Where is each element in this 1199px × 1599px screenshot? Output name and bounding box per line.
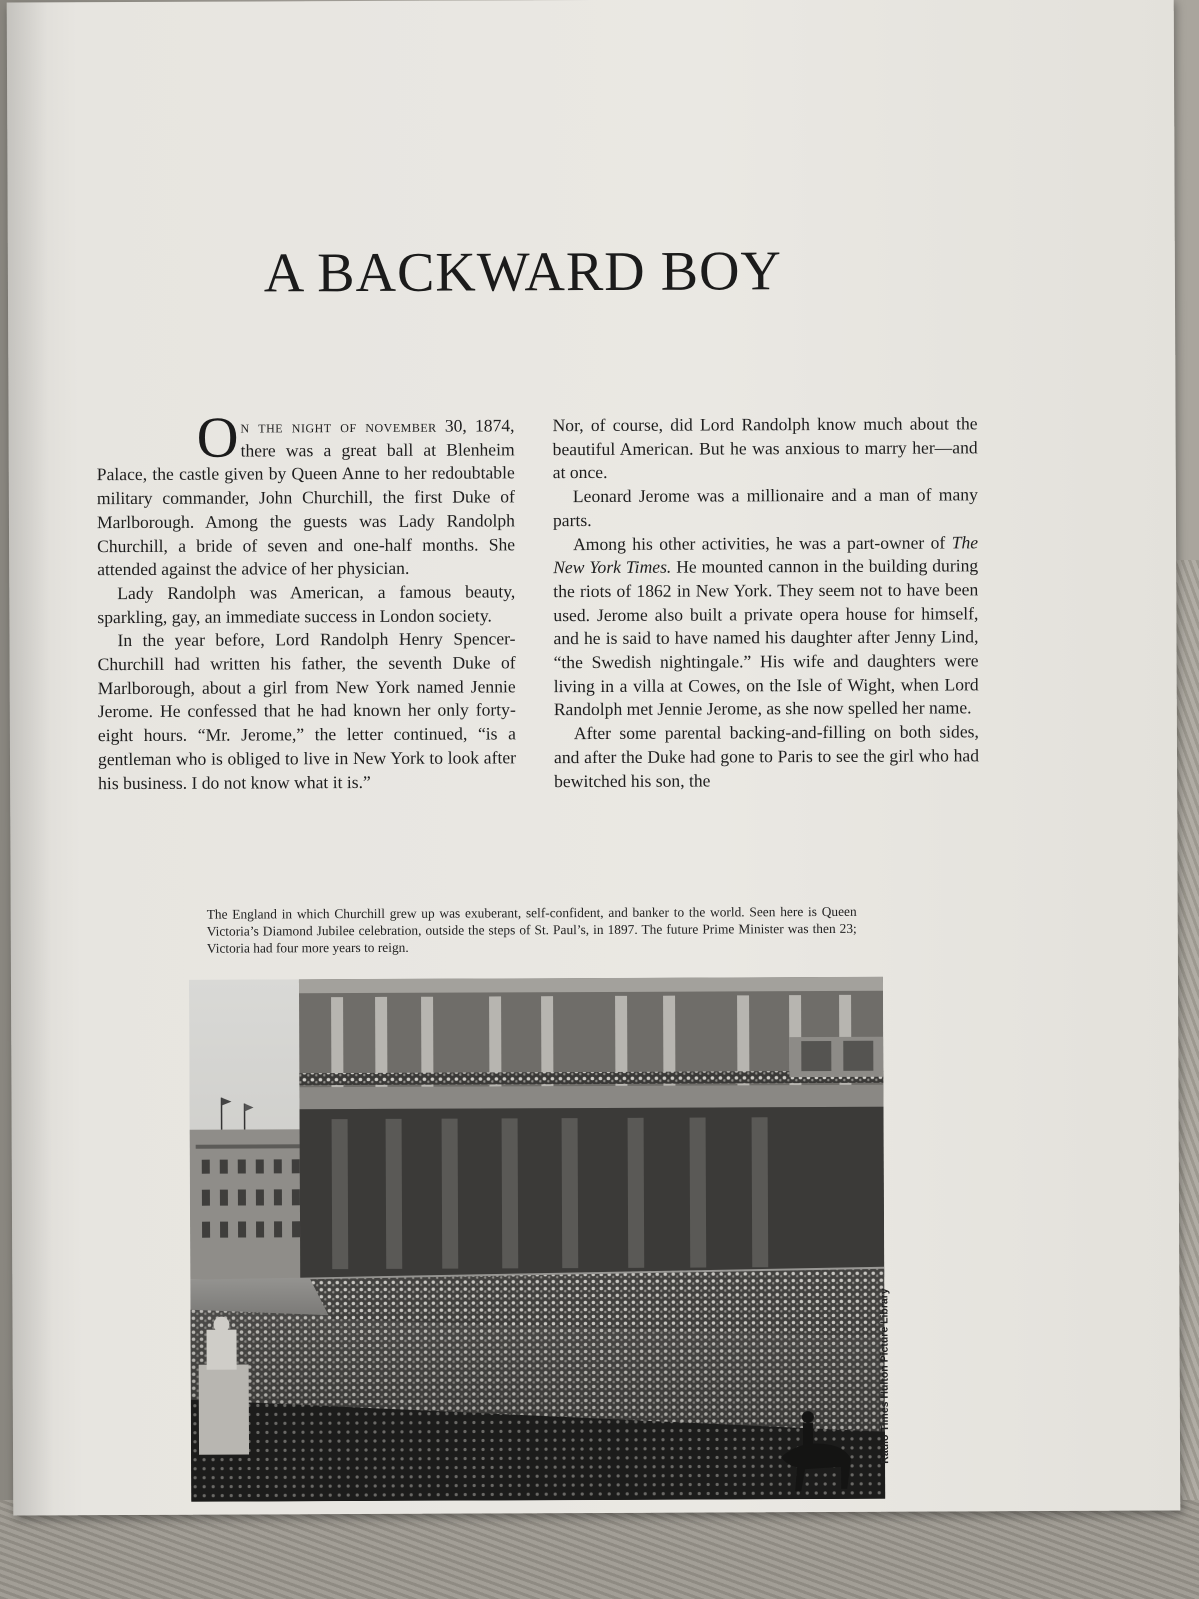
newspaper-title: The New York Times. xyxy=(553,531,979,578)
paragraph-6-before: Among his other activities, he was a part-owner of xyxy=(573,531,952,554)
opening-smallcaps: n the night of november xyxy=(240,415,437,437)
drop-cap: O xyxy=(196,404,239,470)
paragraph-6-after: He mounted cannon in the building during the riots of 1862 in New York. They seem not to have been used. Jerome also built a private opera house for himself, and he is said to have named his daughter after Jenny Lind, “the Swedish nightingale.” His wife and daughters were living in a villa at Cowes, on the Isle of Wight, when Lord Randolph met Jennie Jerome, as she now spelled her name. xyxy=(553,555,979,720)
photo-credit: Radio Times Hulton Picture Library xyxy=(878,1288,892,1464)
book-page xyxy=(7,0,1181,1516)
paragraph-6 xyxy=(553,531,979,722)
paragraph-2: Lady Randolph was American, a famous beauty, sparkling, gay, an immediate success in London society. xyxy=(97,581,516,627)
couch-fabric-bottom xyxy=(0,1500,1199,1599)
st-pauls-facade xyxy=(299,977,884,1280)
paragraph-3: In the year before, Lord Randolph Henry Spencer-Churchill had written his father, the seventh Duke of Marlborough, about a girl from New York named Jennie Jerome. He confessed that he had known her only forty-eight hours. “Mr. Jerome,” the letter continued, “is a gentleman who is obliged to live in New York to look after his business. I do not know what it is.” xyxy=(97,628,517,793)
paragraph-5: Leonard Jerome was a millionaire and a man of many parts. xyxy=(552,484,978,530)
jubilee-photograph xyxy=(189,977,885,1502)
page-gutter-shadow xyxy=(7,2,54,1515)
paragraph-7: After some parental backing-and-filling on both sides, and after the Duke had gone to Paris to see the girl who had bewitched his son, the xyxy=(553,721,980,791)
photo-caption: The England in which Churchill grew up was exuberant, self-confident, and banker to the world. Seen here is Queen Victoria’s Diamond Jubilee celebration, outside the steps of St. Paul’s, in 1897. The future Prime Minister was then 23; Victoria had four more years to reign. xyxy=(206,903,857,956)
paragraph-4: Nor, of course, did Lord Randolph know much about the beautiful American. But he was anxious to marry her—and at once. xyxy=(552,413,978,483)
paragraph-1-text: 30, 1874, there was a great ball at Blenheim Palace, the castle given by Queen Anne to her redoubtable military commander, John Churchill, the first Duke of Marlborough. Among the guests was Lady Randolph Churchill, a bride of seven and one-half months. She attended against the advice of her physician. xyxy=(96,415,516,580)
paragraph-opening xyxy=(96,404,516,582)
chapter-title: A BACKWARD BOY xyxy=(263,240,783,305)
left-column xyxy=(96,404,517,795)
right-column xyxy=(553,412,980,793)
